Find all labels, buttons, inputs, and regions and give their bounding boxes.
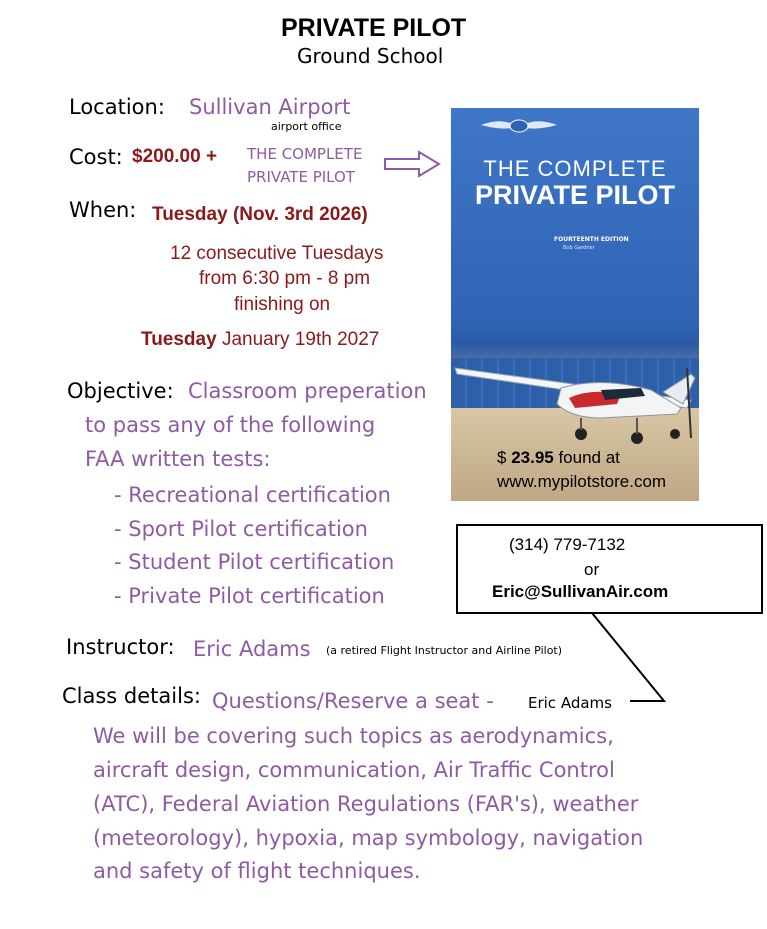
reserve-seat-text: Questions/Reserve a seat - <box>212 689 494 713</box>
instructor-name: Eric Adams <box>193 637 311 661</box>
phone-number[interactable]: (314) 779-7132 <box>509 535 626 554</box>
when-line3: finishing on <box>234 294 331 315</box>
objective-line3: FAA written tests: <box>85 447 271 471</box>
cost-value: $200.00 + <box>132 146 218 167</box>
location-note: airport office <box>271 120 342 133</box>
book-cover-image <box>451 108 699 501</box>
page-title: PRIVATE PILOT <box>281 14 467 42</box>
book-ref-line2: PRIVATE PILOT <box>247 168 355 186</box>
callout-line <box>590 611 670 707</box>
details-line: We will be covering such topics as aerodynamics, <box>93 724 614 748</box>
page-subtitle: Ground School <box>297 44 444 68</box>
when-line2: from 6:30 pm - 8 pm <box>199 268 371 289</box>
book-price <box>497 448 620 468</box>
when-start: Tuesday (Nov. 3rd 2026) <box>152 204 368 225</box>
instructor-note: (a retired Flight Instructor and Airline Pilot) <box>326 644 563 657</box>
when-label: When: <box>69 198 137 222</box>
list-item: - Sport Pilot certification <box>114 517 368 541</box>
asa-wings-logo <box>479 116 559 136</box>
book-title-line2: PRIVATE PILOT <box>474 180 675 210</box>
details-line: (ATC), Federal Aviation Regulations (FAR's), weather <box>93 792 639 816</box>
cost-label: Cost: <box>69 145 123 169</box>
instructor-label: Instructor: <box>66 635 175 659</box>
reserve-contact-name: Eric Adams <box>528 694 612 712</box>
book-ref-line1: THE COMPLETE <box>247 145 363 163</box>
list-item: - Private Pilot certification <box>114 584 385 608</box>
arrow-right-icon <box>383 150 441 178</box>
when-end <box>141 329 379 351</box>
objective-label: Objective: <box>67 379 174 403</box>
contact-or: or <box>584 560 600 579</box>
objective-line1: Classroom preperation <box>188 379 427 403</box>
when-end-day: Tuesday <box>141 329 217 350</box>
when-end-date: January 19th 2027 <box>216 329 380 350</box>
list-item: - Recreational certification <box>114 483 391 507</box>
book-title-line1: THE COMPLETE <box>483 156 667 181</box>
book-edition: FOURTEENTH EDITION <box>554 236 629 243</box>
book-author: Bob Gardner <box>563 245 595 251</box>
airplane-illustration <box>451 338 699 448</box>
details-line: aircraft design, communication, Air Traffic Control <box>93 758 615 782</box>
when-line1: 12 consecutive Tuesdays <box>170 243 384 264</box>
price-value: 23.95 <box>511 448 554 467</box>
details-line: and safety of flight techniques. <box>93 859 421 883</box>
details-line: (meteorology), hypoxia, map symbology, navigation <box>93 826 644 850</box>
email-link[interactable]: Eric@SullivanAir.com <box>492 582 669 601</box>
list-item: - Student Pilot certification <box>114 550 395 574</box>
contact-box <box>456 524 763 614</box>
location-label: Location: <box>69 95 165 119</box>
price-symbol: $ <box>497 448 512 467</box>
price-suffix: found at <box>553 448 620 467</box>
store-link[interactable]: www.mypilotstore.com <box>497 472 667 491</box>
objective-line2: to pass any of the following <box>85 413 376 437</box>
class-details-label: Class details: <box>62 684 201 708</box>
location-value: Sullivan Airport <box>189 95 351 119</box>
